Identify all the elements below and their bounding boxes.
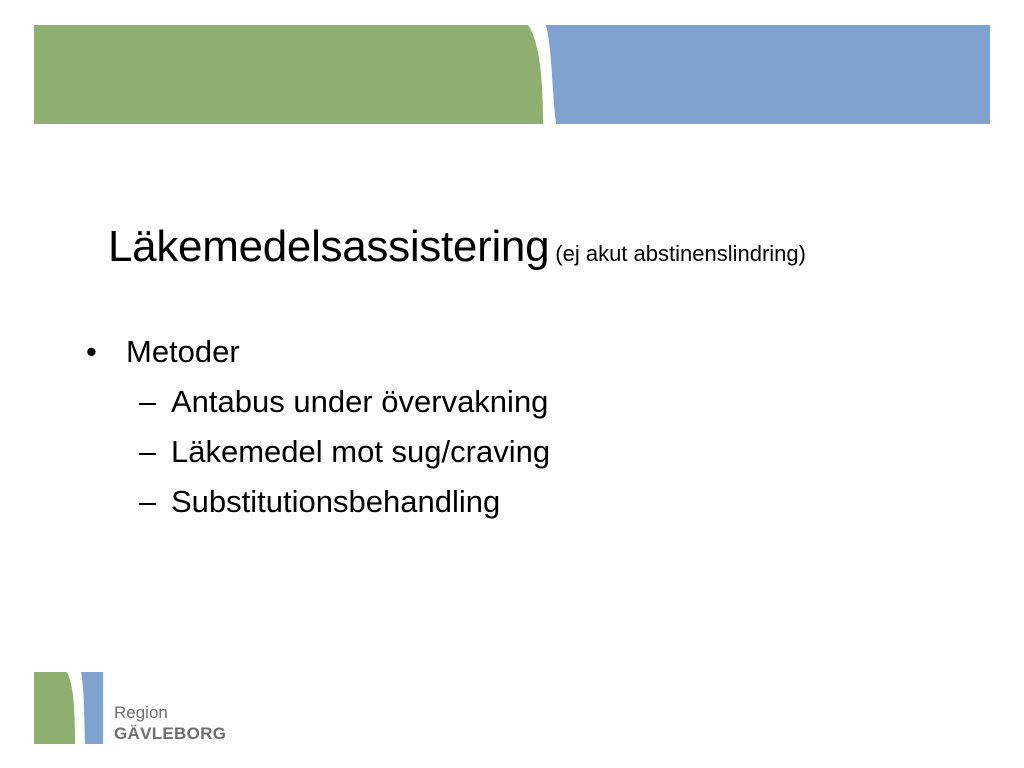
list-item [86,332,966,372]
bullet-text: Metoder [126,334,240,369]
sub-item-text: Substitutionsbehandling [171,484,501,519]
logo-county-text: GÄVLEBORG [114,724,227,743]
header-blue-band [546,25,990,124]
sub-list-item [86,482,966,522]
logo-mark-icon [34,670,106,746]
title-main: Läkemedelsassistering [108,222,550,271]
dash-icon: – [139,484,157,519]
dash-icon: – [139,384,157,419]
region-logo [34,670,227,746]
sub-list-item [86,382,966,422]
content-list [86,332,966,532]
bullet-icon: • [86,334,97,369]
sub-item-text: Läkemedel mot sug/craving [171,434,551,469]
dash-icon: – [139,434,157,469]
header-green-band [34,25,543,124]
title-note: (ej akut abstinenslindring) [555,241,806,266]
logo-region-text: Region [114,703,168,722]
header-banner [0,0,1024,130]
sub-list [86,382,966,522]
slide-title [108,222,806,272]
logo-blue-shape [81,672,103,744]
sub-list-item [86,432,966,472]
sub-item-text: Antabus under övervakning [171,384,549,419]
logo-green-shape [34,672,75,744]
